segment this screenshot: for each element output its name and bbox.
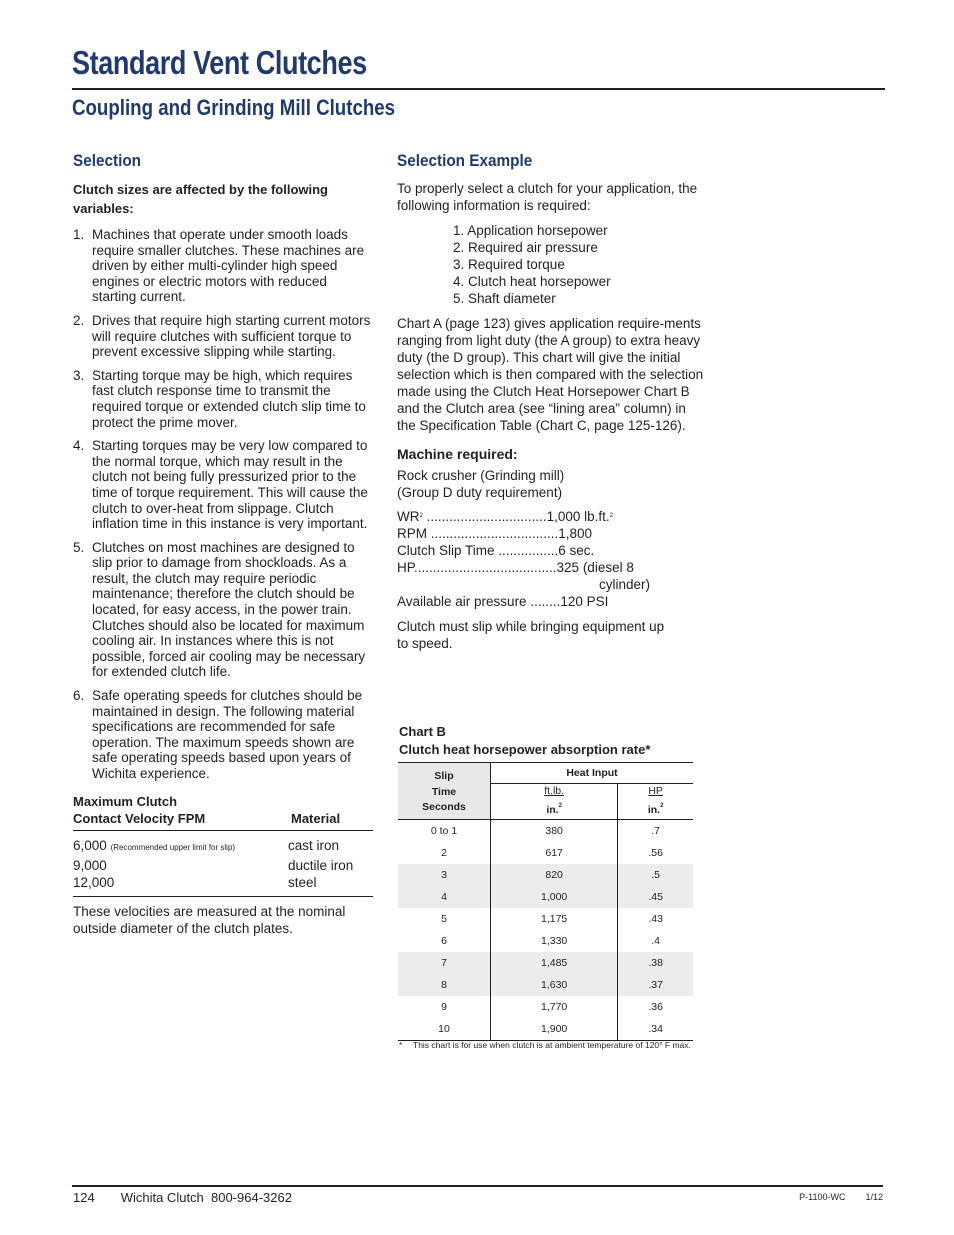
item-number: 3. <box>73 367 85 383</box>
list-item: 5. Shaft diameter <box>453 291 556 306</box>
example-intro: To properly select a clutch for your application, the following information is required: <box>397 181 698 213</box>
spec-wr-dots: ................................ <box>422 509 547 524</box>
material-value: cast iron <box>288 838 340 854</box>
required-info-list <box>453 222 707 307</box>
chart-b-caption <box>399 723 650 759</box>
table-row <box>398 974 693 996</box>
velocity-note: (Recommended upper limit for slip) <box>110 843 236 853</box>
heat-input-header: Heat Input <box>491 763 694 784</box>
ftlb-cell: 1,175 <box>491 908 618 930</box>
material-value: steel <box>288 875 317 891</box>
hp-cell: .5 <box>618 864 693 886</box>
spec-rpm: RPM ..................................1,800 <box>397 526 593 541</box>
ftlb-cell: 1,485 <box>491 952 618 974</box>
table-row <box>398 1018 693 1041</box>
chart-b-footnote <box>399 1038 694 1053</box>
ftlb-cell: 1,330 <box>491 930 618 952</box>
slip-cell: 0 to 1 <box>430 824 458 837</box>
velocity-header-line2: Contact Velocity FPM <box>73 810 206 826</box>
slip-cell: 4 <box>398 886 491 908</box>
page-title: Standard Vent Clutches <box>72 44 367 81</box>
spec-air-pressure: Available air pressure ........120 PSI <box>397 594 609 609</box>
item-number: 6. <box>73 688 85 704</box>
list-item <box>73 540 373 680</box>
table-row <box>73 837 373 857</box>
spec-wr-label: WR <box>397 509 420 524</box>
machine-line2: (Group D duty requirement) <box>397 485 563 500</box>
table-row <box>398 996 693 1018</box>
page-subtitle: Coupling and Grinding Mill Clutches <box>72 95 396 120</box>
company-contact: Wichita Clutch 800-964-3262 <box>120 1190 292 1205</box>
list-item <box>73 368 373 430</box>
item-number: 1. <box>73 227 85 242</box>
item-text: Machines that operate under smooth loads require smaller clutches. These machines are driven by either multi-cylinder high speed engines or electric motors with reduced starting current. <box>92 227 365 305</box>
hp-cell: .37 <box>618 974 693 996</box>
velocity-header-row <box>73 811 373 832</box>
table-row <box>398 864 693 886</box>
ftlb-cell: 380 <box>491 819 618 842</box>
footer-left <box>73 1190 292 1205</box>
footer-right <box>799 1192 883 1202</box>
list-item <box>73 313 373 360</box>
ftlb-cell: 1,000 <box>491 886 618 908</box>
spec-wr-sup: 2 <box>419 513 423 519</box>
item-number: 2. <box>73 312 85 328</box>
area-unit-sup: 2 <box>660 803 664 810</box>
spec-wr-value: 1,000 lb.ft. <box>546 509 610 524</box>
material-value: ductile iron <box>288 857 354 873</box>
list-item: 4. Clutch heat horsepower <box>453 274 611 289</box>
machine-line1: Rock crusher (Grinding mill) <box>397 468 565 483</box>
ftlb-cell: 617 <box>491 842 618 864</box>
velocity-header-line1: Maximum Clutch <box>73 793 178 809</box>
hp-cell: .45 <box>618 886 693 908</box>
slip-cell: 2 <box>441 846 447 859</box>
ftlb-cell: 1,900 <box>491 1018 618 1041</box>
area-unit-sup: 2 <box>558 803 562 810</box>
slip-cell: 10 <box>398 1018 491 1041</box>
hp-cell: .38 <box>618 952 693 974</box>
slip-header-line: Time <box>431 785 457 798</box>
item-number: 4. <box>73 438 85 454</box>
example-closing: Clutch must slip while bringing equipment up to speed. <box>397 619 665 651</box>
spec-hp: HP......................................325 (diesel 8 <box>397 560 634 575</box>
machine-heading: Machine required: <box>397 446 518 462</box>
slip-cell: 6 <box>441 934 447 947</box>
slip-cell: 3 <box>398 864 491 886</box>
slip-cell: 5 <box>441 912 447 925</box>
ftlb-cell: 820 <box>491 864 618 886</box>
ftlb-cell: 1,770 <box>491 996 618 1018</box>
table-row <box>398 930 693 952</box>
hp-cell: .34 <box>618 1018 693 1041</box>
list-item <box>73 688 373 782</box>
hp-cell: .4 <box>618 930 693 952</box>
item-text: Clutches on most machines are designed to slip prior to damage from shockloads. As a result, the clutch may require periodic maintenance; therefore the clutch should be located, for easy access, in the power train. Clutches should also be located for maximum cooling air. In instances where this is not possible, forced air cooling may be necessary for extended clutch life. <box>92 539 366 680</box>
document-date: 1/12 <box>865 1192 883 1202</box>
hp-cell: .7 <box>618 819 693 842</box>
list-item: 3. Required torque <box>453 257 565 272</box>
table-row <box>398 952 693 974</box>
variables-list <box>73 227 373 782</box>
slip-header-line: Slip <box>434 770 454 782</box>
velocity-rows <box>73 831 373 897</box>
table-row <box>398 819 693 842</box>
list-item <box>73 438 373 532</box>
item-text: Safe operating speeds for clutches should be maintained in design. The following material specifications are recommended for safe operation. The maximum speeds shown are safe operating speeds based upon years of Wichita experience. <box>92 688 363 781</box>
area-unit: in. <box>546 804 559 817</box>
velocity-value: 9,000 <box>73 857 107 873</box>
title-divider <box>72 88 885 90</box>
machine-specs <box>397 508 707 610</box>
item-text: Starting torque may be high, which requires fast clutch response time to transmit the required torque or extended clutch slip time to protect the prime mover. <box>92 367 366 430</box>
list-item <box>73 227 373 305</box>
example-paragraph: Chart A (page 123) gives application require-ments ranging from light duty (the A group) to extra heavy duty (the D group). This chart will give the initial selection which is then compared with the selection made using the Clutch Heat Horsepower Chart B and the Clutch area (see “lining area” column) in the Specification Table (Chart C, page 125-126). <box>397 316 704 433</box>
item-number: 5. <box>73 539 85 555</box>
slip-cell: 8 <box>398 974 491 996</box>
velocity-value: 6,000 <box>73 838 107 854</box>
selection-example-column <box>397 180 707 660</box>
area-unit: in. <box>647 804 661 817</box>
ftlb-column-header <box>491 784 618 819</box>
item-text: Drives that require high starting current motors will require clutches with sufficient torque to prevent excessive slipping while starting. <box>92 312 371 360</box>
table-row <box>73 874 373 892</box>
footer-divider <box>72 1185 883 1187</box>
spec-hp-continued: cylinder) <box>599 577 651 592</box>
page-number: 124 <box>73 1190 95 1205</box>
footnote-text: This chart is for use when clutch is at ambient temperature of 120° F max. <box>413 1040 691 1050</box>
item-text: Starting torques may be very low compared to the normal torque, which may result in the clutch not being fully pressurized prior to the time of torque requirement. This will cause the clutch to over-heat from slippage. Clutch inflation time in this instance is very important. <box>92 438 368 532</box>
material-header: Material <box>291 810 341 826</box>
velocity-footnote: These velocities are measured at the nominal outside diameter of the clutch plates. <box>73 903 346 936</box>
slip-header-line: Seconds <box>422 801 466 813</box>
table-row <box>398 908 693 930</box>
document-code: P-1100-WC <box>799 1192 846 1202</box>
table-row <box>398 886 693 908</box>
hp-column-header <box>618 784 693 819</box>
spec-wr-value-sup: 2 <box>609 513 614 519</box>
table-row <box>398 842 693 864</box>
velocity-value: 12,000 <box>73 875 115 891</box>
list-item: 1. Application horsepower <box>453 223 608 238</box>
ftlb-cell: 1,630 <box>491 974 618 996</box>
hp-cell: .56 <box>618 842 693 864</box>
spec-slip-time: Clutch Slip Time ................6 sec. <box>397 543 595 558</box>
velocity-table <box>73 792 373 937</box>
selection-lead: Clutch sizes are affected by the following variables: <box>73 182 328 216</box>
hp-unit: HP <box>648 785 663 798</box>
spec-wr <box>397 508 707 525</box>
slip-time-header <box>398 763 491 820</box>
heat-horsepower-table <box>398 762 693 1041</box>
slip-cell: 7 <box>398 952 491 974</box>
table-row <box>73 857 373 875</box>
ftlb-unit: ft.lb. <box>544 785 565 798</box>
hp-cell: .43 <box>618 908 693 930</box>
chart-b-title: Clutch heat horsepower absorption rate* <box>399 742 651 757</box>
selection-heading: Selection <box>73 151 142 170</box>
slip-cell: 9 <box>441 1000 447 1013</box>
hp-cell: .36 <box>618 996 693 1018</box>
selection-example-heading: Selection Example <box>397 151 533 170</box>
footnote-star: * <box>399 1040 403 1050</box>
chart-b-label: Chart B <box>399 724 446 739</box>
list-item: 2. Required air pressure <box>453 240 598 255</box>
selection-column <box>73 180 373 937</box>
